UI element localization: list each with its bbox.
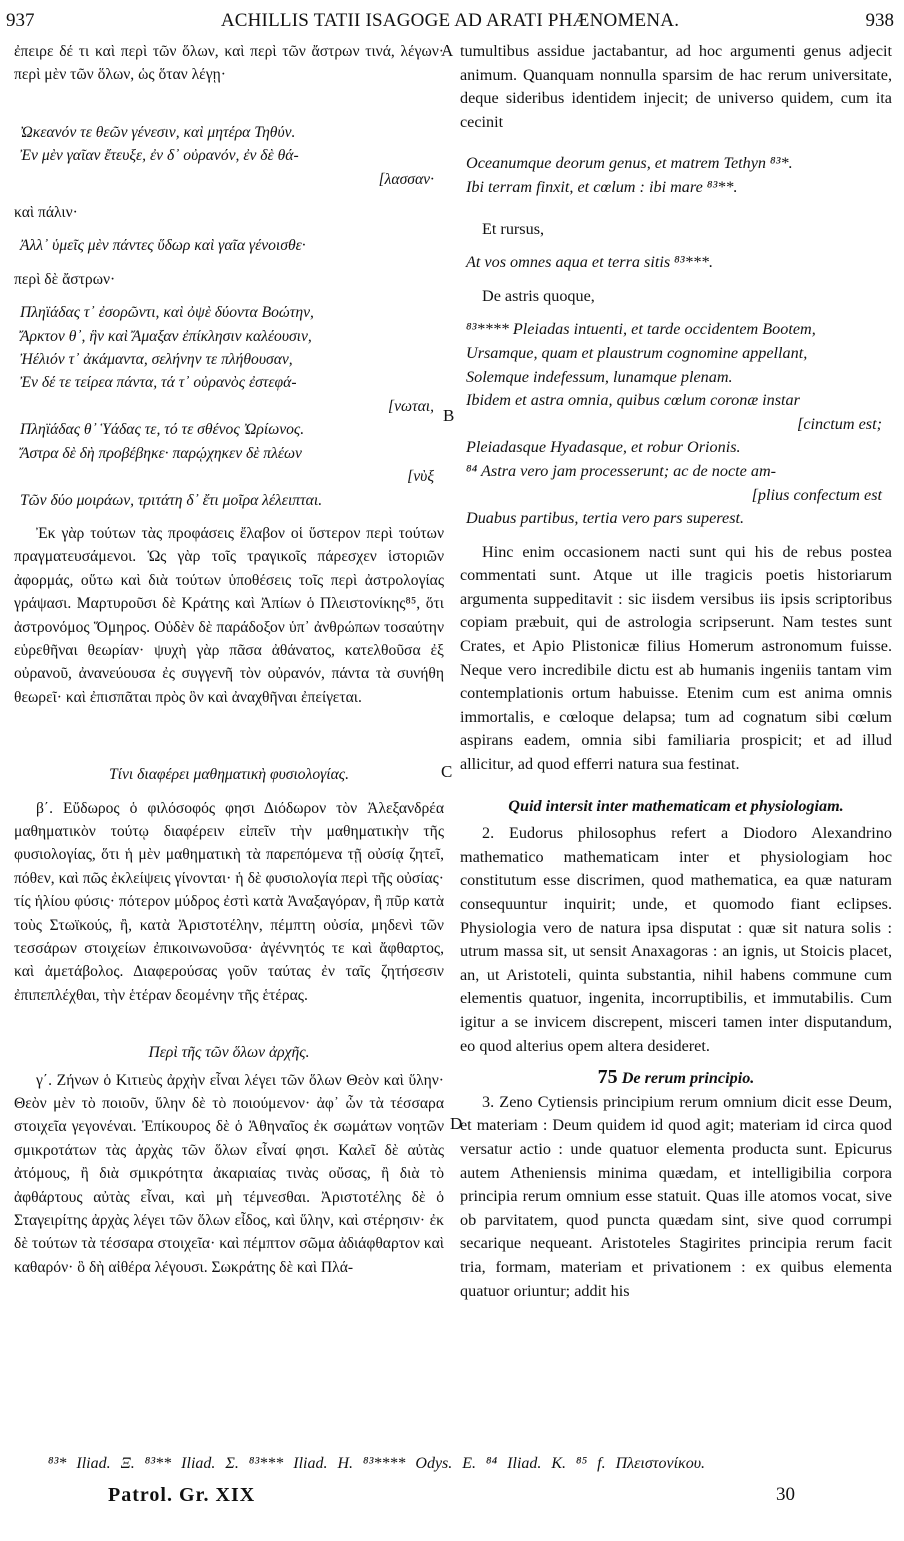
verse-line: Pleiadasque Hyadasque, et robur Orionis.: [466, 438, 741, 457]
verse-continuation: [cinctum est;: [797, 414, 882, 433]
margin-mark-d: D: [450, 1114, 463, 1133]
latin-verse-3: [460, 318, 892, 530]
latin-paragraph-3: 3. Zeno Cytiensis principium rerum omnium dicit esse Deum, et materiam : Deum quidem id quod agit; materiam id circa quod versatur actio : unde quatuor elementa producta sunt. Epicurus autem Atheniensis minima quædam, et intelligibilia corpora principia rerum omnium esse statuit. Quas ille atomos vocat, sive ob parvitatem, quod puncta quædam sint, sive quod corrumpi secarique nequeant. Aristoteles Stagirites principia rerum facit tria, formam, materiam et privationem : ex quibus elementa quatuor oriuntur; addit his: [460, 1092, 892, 1300]
verse-line: At vos omnes aqua et terra sitis ⁸³***.: [466, 253, 713, 272]
verse-line: Ὠκεανόν τε θεῶν γένεσιν, καὶ μητέρα Τηθύν.: [20, 123, 296, 141]
page-number-right: 938: [865, 10, 894, 31]
footer-signature: 30: [776, 1484, 795, 1505]
greek-verse-2: [14, 234, 444, 257]
latin-column: [460, 40, 892, 1303]
verse-line: Ἀλλ᾽ ὑμεῖς μὲν πάντες ὕδωρ καὶ γαῖα γένοισθε·: [20, 237, 306, 255]
verse-line: Ἠέλιόν τ᾽ ἀκάμαντα, σελήνην τε πλήθουσαν,: [20, 351, 293, 369]
verse-line: Oceanumque deorum genus, et matrem Tethyn ⁸³*.: [466, 154, 793, 173]
footer-volume: Patrol. Gr. XIX: [108, 1484, 256, 1506]
footnotes: ⁸³* Iliad. Ξ. ⁸³** Iliad. Σ. ⁸³*** Iliad. Η. ⁸³**** Odys. Ε. ⁸⁴ Iliad. Κ. ⁸⁵ f. Πλειστονίκου.: [48, 1455, 706, 1472]
verse-line: Duabus partibus, tertia vero pars superest.: [466, 509, 745, 528]
greek-verse-1: [14, 121, 444, 191]
latin-paragraph-1: Hinc enim occasionem nacti sunt qui his de rebus postea commentati sunt. Atque ut ille tragicis poetis historiarum argumenta suppeditavit : sic iisdem versibus iis ipsis scriptoribus copiam præbuit, qui de astrologia scripserunt. Nam testes sunt Crates, et Apio Plistonicæ filius Homerum astronomum fuisse. Neque vero incredibile dictu est ab humanis ingeniis tantam vim contemplationis ortum habuisse. Etenim cum est anima omnis immortalis, e cœloque delapsa; tum ad cognatum sibi cœlum aspirans eadem, omnia sibi familiaria prospicit; et ad illud allicitur, ad quod efferri natura sua festinat.: [460, 542, 892, 774]
greek-paragraph-3: γ΄. Ζήνων ὁ Κιτιεὺς ἀρχὴν εἶναι λέγει τῶν ὅλων Θεὸν καὶ ὕλην· Θεὸν μὲν τὸ ποιοῦν, ὕλην δὲ τὸ ποιούμενον· ἀφ᾽ ὧν τὰ τέσσαρα στοιχεῖα γεγονέναι. Ἐπίκουρος δὲ ὁ Ἀθηναῖος ἐκ σωμάτων νοητῶν σμικροτάτων τὰς ἀρχὰς τῶν ὅλων εἶναί φησι. Καλεῖ δὲ αὐτὰς ἀτόμους, ἢ διὰ σμικρότητα ἀκαριαίας τινὰς οὔσας, ἢ διὰ τὸ ἀφθάρτους αὐτὰς εἶναι, καὶ μὴ τέμνεσθαι. Ἀριστοτέλης δὲ ὁ Σταγειρίτης ἀρχὰς λέγει τῶν ὅλων εἶδος, καὶ ὕλην, καὶ στέρησιν· ἐκ δὲ τούτων τὰ τέσσαρα στοιχεῖα· καὶ πέμπτον σῶμα ἀδιάφθαρτον καὶ καθαρόν· ὃ δὴ αἰθέρα λέγουσι. Σωκράτης δὲ καὶ Πλά-: [14, 1071, 444, 1276]
verse-line: Solemque indefessum, lunamque plenam.: [466, 367, 733, 386]
latin-paragraph-2: 2. Eudorus philosophus refert a Diodoro Alexandrino mathematico mathematicam inter et physiologiam hoc constitutum esse discrimen, quod mathematica, ea quæ naturam consequuntur inquirit; unde, et quomodo fiant eclipses. Physiologia vero de natura ipsa disputat : quæ sit natura solis : utrum massa sit, ut sensit Anaxagoras : an ignis, ut Stoicis placet, an, ut Aristoteli, quinta substantia, nihil habens commune cum elementis quatuor, ingenita, incorruptibilis, et immutabilis. Cum igitur a se invicem discrepent, misceri tamen inter disputandum, eo quod alterius opem altera desideret.: [460, 824, 892, 1055]
latin-de-astris: De astris quoque,: [482, 286, 595, 305]
verse-line: Ἐν μὲν γαῖαν ἔτευξε, ἐν δ᾽ οὐρανόν, ἐν δὲ θά-: [20, 147, 299, 165]
verse-continuation: [νωται,: [388, 397, 434, 415]
verse-line: Ursamque, quam et plaustrum cognomine appellant,: [466, 343, 808, 362]
margin-mark-c: C: [441, 762, 453, 781]
verse-continuation: [νὺξ: [407, 468, 434, 486]
greek-paragraph-1: Ἐκ γὰρ τούτων τὰς προφάσεις ἔλαβον οἱ ὕστερον περὶ τούτων πραγματευσάμενοι. Ὡς γὰρ τοῖς τραγικοῖς πάρεσχεν ἱστοριῶν ἀφορμάς, οὕτω καὶ διὰ τούτων ὑποθέσεις τοῖς περὶ ἀστρολογίας γράψασι. Μαρτυροῦσι δὲ Κράτης καὶ Ἀπίων ὁ Πλειστονίκης⁸⁵, ὅτι ἀστρονόμος Ὅμηρος. Οὐδὲν δὲ παράδοξον ὑπ᾽ ἀνθρώπων τοσαύτην εὑρεθῆναι θεωρίαν· ψυχὴ γὰρ πᾶσα ἀθάνατος, κατελθοῦσα ἐξ οὐρανοῦ, ἀνανεύουσα ἐς συγγενῆ τὸν οὐρανόν, πάντα τὰ συνήθη θεωρεῖ· καὶ ἐπισπᾶται πρὸς ὃν καὶ ἀναχθῆναι ἐπείγεται.: [14, 524, 444, 706]
verse-line: Τῶν δύο μοιράων, τριτάτη δ᾽ ἔτι μοῖρα λέλειπται.: [20, 491, 323, 509]
latin-et-rursus: Et rursus,: [482, 219, 545, 238]
greek-kai-palin: καὶ πάλιν·: [14, 204, 78, 222]
latin-heading-3: [460, 1066, 892, 1091]
verse-line: Ibidem et astra omnia, quibus cœlum coronæ instar: [466, 391, 800, 410]
page-number-left: 937: [6, 10, 35, 31]
margin-mark-a: A: [441, 41, 454, 60]
latin-heading-2: Quid intersit inter mathematicam et physiologiam.: [508, 796, 844, 815]
verse-line: ⁸³**** Pleiadas intuenti, et tarde occidentem Bootem,: [466, 320, 816, 339]
verse-line: Ἄστρα δὲ δὴ προβέβηκε· παρῴχηκεν δὲ πλέων: [20, 444, 302, 462]
latin-heading-3-text: De rerum principio.: [621, 1069, 755, 1088]
running-header: [6, 10, 894, 34]
verse-line: Ἄρκτον θ᾽, ἣν καὶ Ἄμαξαν ἐπίκλησιν καλέουσιν,: [20, 327, 312, 345]
latin-verse-2: [460, 251, 892, 275]
section-number: 75: [597, 1066, 618, 1089]
verse-line: Ἐν δέ τε τείρεα πάντα, τά τ᾽ οὐρανὸς ἐστεφά-: [20, 374, 297, 392]
greek-column: [14, 40, 444, 1279]
verse-line: Πληϊάδας τ᾽ ἐσορῶντι, καὶ ὀψὲ δύοντα Βοώτην,: [20, 304, 314, 322]
running-title: ACHILLIS TATII ISAGOGE AD ARATI PHÆNOMENA.: [220, 10, 680, 31]
greek-paragraph-2: β΄. Εὔδωρος ὁ φιλόσοφός φησι Διόδωρον τὸν Ἀλεξανδρέα μαθηματικὸν τούτῳ διαφέρειν εἰπεῖν τὴν μαθηματικὴν τῆς φυσιολογίας, ὅτι ἡ μὲν μαθηματικὴ τὰ παρεπόμενα τῇ οὐσίᾳ ζητεῖ, πόθεν, καὶ πῶς ἐκλείψεις γίνονται· ἡ δὲ φυσιολογία περὶ τῆς οὐσίας· τίς ἡλίου φύσις· πότερον μύδρος ἐστὶ κατὰ Ἀναξαγόραν, ἢ πῦρ κατὰ τοὺς Στωϊκούς, ἢ, κατὰ Ἀριστοτέλην, πέμπτη οὐσία, μηδενὶ τῶν τεσσάρων στοιχείων ἐπικοινωνοῦσα· ἀγέννητός τε καὶ ἄφθαρτος, καὶ ἀμετάβολος. Διαφερούσας γοῦν ταύτας ἐν ταῖς ζητήσεσιν ἐπιπεπλέχθαι, τὴν ἑτέραν δεομένην τῆς ἑτέρας.: [14, 799, 444, 1004]
verse-line: Ibi terram finxit, et cœlum : ibi mare ⁸³**.: [466, 177, 738, 196]
greek-peri-astron: περὶ δὲ ἄστρων·: [14, 270, 116, 288]
verse-continuation: [λασσαν·: [378, 170, 434, 188]
latin-intro: tumultibus assidue jactabantur, ad hoc argumenti genus adjecit animum. Quanquam nonnulla sparsim de hac rerum universitate, deque sideribus identidem injecit; de universo quidem, cum ita cecinit: [460, 42, 892, 131]
greek-intro: ἐπειρε δέ τι καὶ περὶ τῶν ὅλων, καὶ περὶ τῶν ἄστρων τινά, λέγων· περὶ μὲν τῶν ὅλων, ὡς ὅταν λέγῃ·: [14, 43, 444, 84]
greek-verse-3: [14, 301, 444, 512]
greek-heading-2: Τίνι διαφέρει μαθηματικὴ φυσιολογίας.: [108, 766, 350, 784]
verse-line: Πληϊάδας θ᾽ Ὑάδας τε, τό τε σθένος Ὠρίωνος.: [20, 421, 305, 439]
margin-mark-b: B: [443, 406, 455, 425]
verse-line: ⁸⁴ Astra vero jam processerunt; ac de nocte am-: [466, 461, 777, 480]
greek-heading-3: Περὶ τῆς τῶν ὅλων ἀρχῆς.: [148, 1044, 310, 1062]
verse-continuation: [plius confectum est: [751, 485, 882, 504]
latin-verse-1: [460, 152, 892, 199]
